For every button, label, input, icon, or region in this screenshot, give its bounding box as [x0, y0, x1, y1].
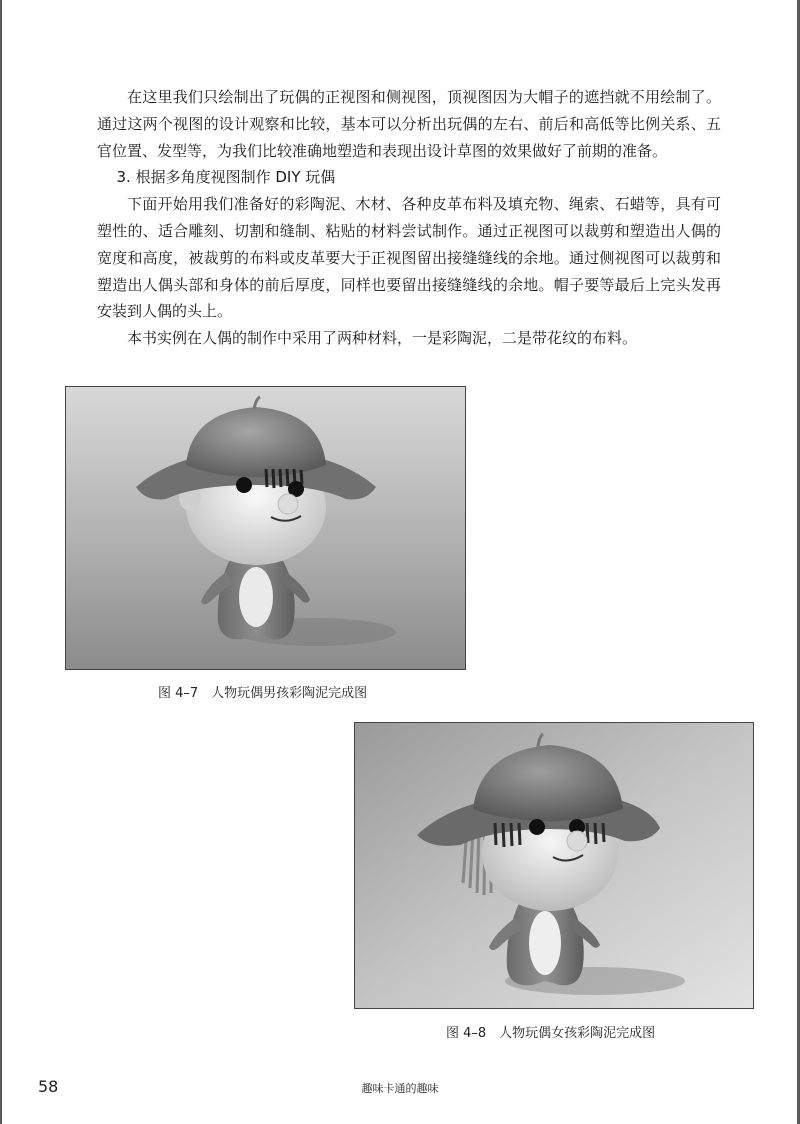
body-text — [97, 84, 721, 352]
paragraph-example: 本书实例在人偶的制作中采用了两种材料，一是彩陶泥，二是带花纹的布料。 — [127, 329, 638, 348]
page-number: 58 — [38, 1077, 59, 1096]
running-title: 趣味卡通的趣味 — [361, 1082, 439, 1095]
paragraph-materials: 下面开始用我们准备好的彩陶泥、木材、各种皮革布料及填充物、绳索、石蜡等，具有可塑性的、适合雕刻、切割和缝制、粘贴的材料尝试制作。通过正视图可以裁剪和塑造出人偶的宽度和高度，被裁剪的布料或皮革要大于正视图留出接缝缝线的余地。通过侧视图可以裁剪和塑造出人偶头部和身体的前后厚度，同样也要留出接缝缝线的余地。帽子要等最后上完头发再安装到人偶的头上。 — [97, 195, 721, 321]
boy-doll-render — [66, 387, 465, 669]
girl-doll-render — [355, 723, 753, 1008]
figure-caption-4-7: 图 4–7 人物玩偶男孩彩陶泥完成图 — [158, 686, 368, 701]
figure-girl-doll — [354, 722, 754, 1009]
figure-boy-doll — [65, 386, 466, 670]
section-heading: 3. 根据多角度视图制作 DIY 玩偶 — [116, 168, 336, 187]
paragraph-intro: 在这里我们只绘制出了玩偶的正视图和侧视图，顶视图因为大帽子的遮挡就不用绘制了。通过这两个视图的设计观察和比较，基本可以分析出玩偶的左右、前后和高低等比例关系、五官位置、发型等，为我们比较准确地塑造和表现出设计草图的效果做好了前期的准备。 — [97, 88, 721, 160]
figure-caption-4-8: 图 4–8 人物玩偶女孩彩陶泥完成图 — [446, 1026, 656, 1041]
page-edge-left — [0, 0, 2, 1124]
